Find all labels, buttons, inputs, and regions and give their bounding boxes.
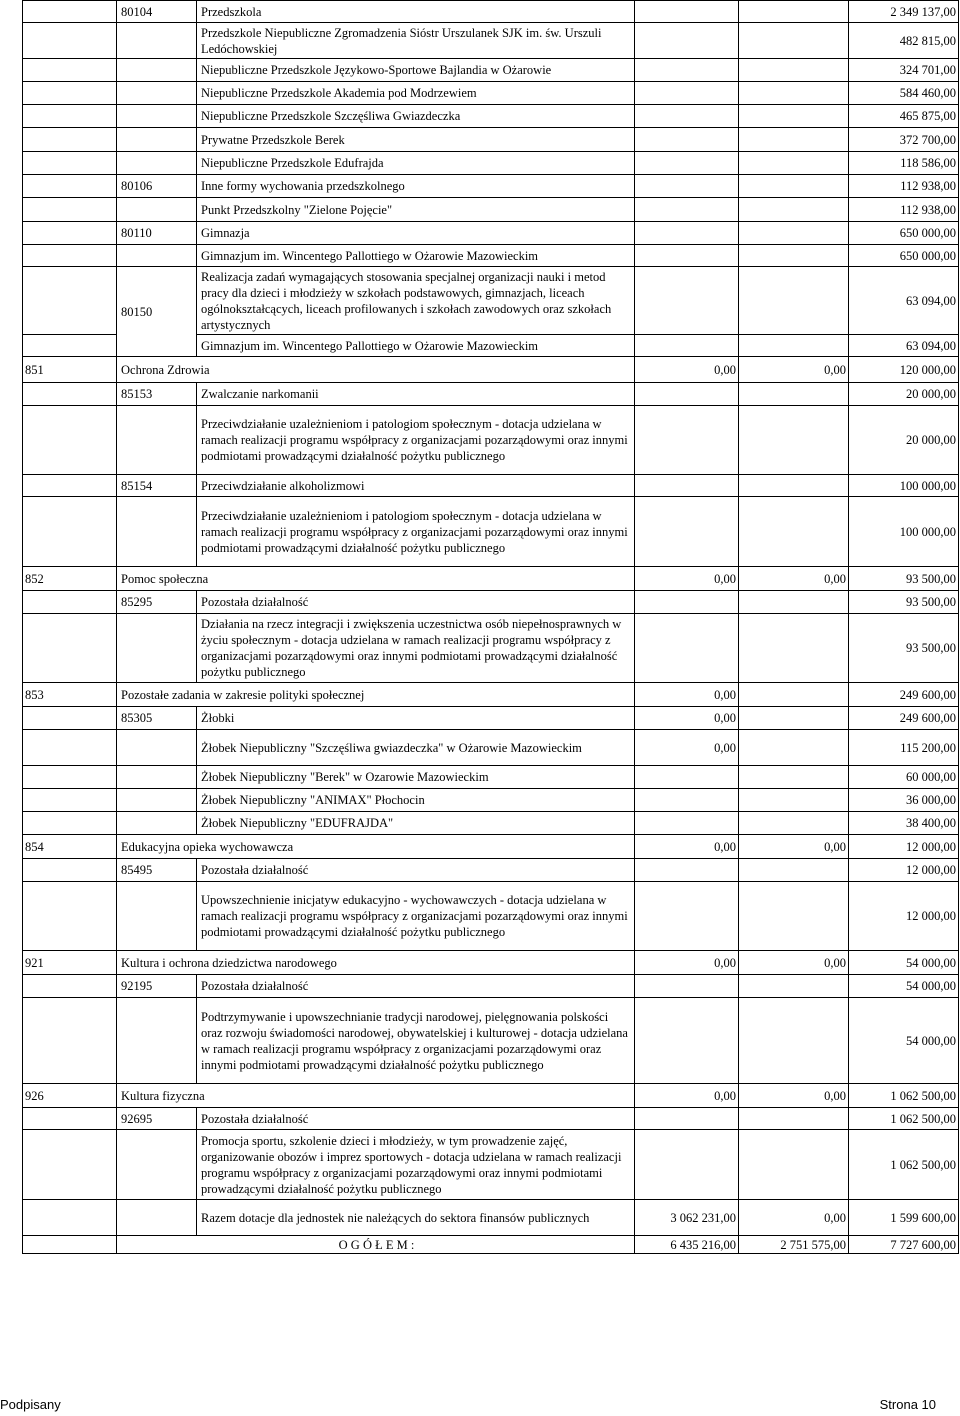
table-row <box>23 789 959 812</box>
empty-dzial-cell <box>23 335 117 357</box>
amount-cell-3: 1 599 600,00 <box>849 1200 959 1236</box>
rozdzial-code-cell: 85295 <box>117 591 197 614</box>
amount-cell-1 <box>635 267 739 335</box>
empty-dzial-cell <box>23 1130 117 1200</box>
amount-cell-2 <box>739 859 849 882</box>
empty-dzial-cell <box>23 198 117 222</box>
empty-dzial-cell <box>23 614 117 683</box>
amount-cell-1: 0,00 <box>635 567 739 591</box>
amount-cell-1 <box>635 591 739 614</box>
amount-cell-3: 650 000,00 <box>849 222 959 245</box>
amount-cell-2 <box>739 23 849 59</box>
table-row <box>23 975 959 998</box>
amount-cell-1 <box>635 497 739 567</box>
table-row <box>23 198 959 222</box>
item-name-cell: Punkt Przedszkolny "Zielone Pojęcie" <box>197 198 635 222</box>
amount-cell-1 <box>635 475 739 497</box>
table-row <box>23 1130 959 1200</box>
table-row <box>23 998 959 1084</box>
rozdzial-code-cell: 80110 <box>117 222 197 245</box>
rozdzial-code-cell: 85495 <box>117 859 197 882</box>
table-row <box>23 175 959 198</box>
amount-cell-3: 2 349 137,00 <box>849 1 959 23</box>
amount-cell-1 <box>635 59 739 82</box>
amount-cell-2 <box>739 82 849 105</box>
amount-cell-3: 60 000,00 <box>849 766 959 789</box>
empty-rozdzial-cell <box>117 23 197 59</box>
amount-cell-2 <box>739 730 849 766</box>
amount-cell-1 <box>635 1 739 23</box>
empty-rozdzial-cell <box>117 789 197 812</box>
amount-cell-1: 0,00 <box>635 683 739 707</box>
empty-dzial-cell <box>23 975 117 998</box>
rozdzial-code-cell: 92195 <box>117 975 197 998</box>
item-name-cell: Żłobek Niepubliczny "Szczęśliwa gwiazdeczka" w Ożarowie Mazowieckim <box>197 730 635 766</box>
amount-cell-3: 63 094,00 <box>849 335 959 357</box>
amount-cell-2: 0,00 <box>739 567 849 591</box>
empty-dzial-cell <box>23 998 117 1084</box>
amount-cell-2 <box>739 383 849 406</box>
table-row <box>23 475 959 497</box>
amount-cell-2 <box>739 105 849 128</box>
table-row <box>23 406 959 475</box>
item-name-cell: Działania na rzecz integracji i zwiększenia uczestnictwa osób niepełnosprawnych w życiu społecznym - dotacja udzielana w ramach realizacji programu współpracy z organizacjami pozarządowymi oraz innymi podmiotami prowadzącymi działalność pożytku publicznego <box>197 614 635 683</box>
amount-cell-2 <box>739 222 849 245</box>
table-row <box>23 683 959 707</box>
amount-cell-3: 93 500,00 <box>849 591 959 614</box>
item-name-cell: Niepubliczne Przedszkole Językowo-Sportowe Bajlandia w Ożarowie <box>197 59 635 82</box>
empty-rozdzial-cell <box>117 998 197 1084</box>
table-row <box>23 497 959 567</box>
amount-cell-1 <box>635 222 739 245</box>
amount-cell-3: 54 000,00 <box>849 951 959 975</box>
amount-cell-3: 482 815,00 <box>849 23 959 59</box>
amount-cell-1 <box>635 1108 739 1130</box>
budget-table-body <box>23 1 959 1254</box>
empty-rozdzial-cell <box>117 812 197 835</box>
dzial-name-cell: Kultura fizyczna <box>117 1084 635 1108</box>
empty-dzial-cell <box>23 766 117 789</box>
amount-cell-3: 12 000,00 <box>849 859 959 882</box>
dzial-name-cell: Pozostałe zadania w zakresie polityki społecznej <box>117 683 635 707</box>
empty-dzial-cell <box>23 1108 117 1130</box>
dzial-code-cell: 921 <box>23 951 117 975</box>
amount-cell-3: 324 701,00 <box>849 59 959 82</box>
amount-cell-1 <box>635 128 739 152</box>
amount-cell-3: 249 600,00 <box>849 683 959 707</box>
amount-cell-1 <box>635 614 739 683</box>
amount-cell-2: 0,00 <box>739 951 849 975</box>
empty-dzial-cell <box>23 730 117 766</box>
table-row <box>23 245 959 267</box>
amount-cell-1 <box>635 23 739 59</box>
rozdzial-name-cell: Pozostała działalność <box>197 1108 635 1130</box>
amount-cell-2 <box>739 245 849 267</box>
empty-dzial-cell <box>23 882 117 951</box>
amount-cell-3: 1 062 500,00 <box>849 1084 959 1108</box>
amount-cell-1 <box>635 766 739 789</box>
amount-cell-1: 0,00 <box>635 730 739 766</box>
item-name-cell: Przeciwdziałanie uzależnieniom i patologiom społecznym - dotacja udzielana w ramach realizacji programu współpracy z organizacjami pozarządowymi oraz innymi podmiotami prowadzącymi działalność pożytku publicznego <box>197 406 635 475</box>
amount-cell-2 <box>739 812 849 835</box>
table-row <box>23 707 959 730</box>
empty-dzial-cell <box>23 497 117 567</box>
dzial-code-cell: 926 <box>23 1084 117 1108</box>
amount-cell-2: 2 751 575,00 <box>739 1236 849 1254</box>
dzial-name-cell: Ochrona Zdrowia <box>117 357 635 383</box>
empty-rozdzial-cell <box>117 1130 197 1200</box>
amount-cell-3: 20 000,00 <box>849 383 959 406</box>
table-row <box>23 882 959 951</box>
amount-cell-1 <box>635 105 739 128</box>
empty-dzial-cell <box>23 245 117 267</box>
amount-cell-1 <box>635 82 739 105</box>
empty-dzial-cell <box>23 383 117 406</box>
amount-cell-1 <box>635 152 739 175</box>
item-name-cell: Niepubliczne Przedszkole Edufrajda <box>197 152 635 175</box>
empty-rozdzial-cell <box>117 198 197 222</box>
amount-cell-3: 650 000,00 <box>849 245 959 267</box>
table-row <box>23 1108 959 1130</box>
table-row <box>23 766 959 789</box>
amount-cell-3: 36 000,00 <box>849 789 959 812</box>
amount-cell-3: 93 500,00 <box>849 614 959 683</box>
empty-rozdzial-cell <box>117 882 197 951</box>
dzial-name-cell: Kultura i ochrona dziedzictwa narodowego <box>117 951 635 975</box>
empty-dzial-cell <box>23 812 117 835</box>
table-row <box>23 128 959 152</box>
amount-cell-2: 0,00 <box>739 357 849 383</box>
amount-cell-1: 0,00 <box>635 835 739 859</box>
amount-cell-1 <box>635 812 739 835</box>
amount-cell-3: 112 938,00 <box>849 175 959 198</box>
table-row <box>23 105 959 128</box>
rozdzial-code-cell: 80150 <box>117 267 197 357</box>
amount-cell-3: 12 000,00 <box>849 835 959 859</box>
amount-cell-2 <box>739 998 849 1084</box>
empty-dzial-cell <box>23 105 117 128</box>
amount-cell-2 <box>739 975 849 998</box>
amount-cell-3: 100 000,00 <box>849 475 959 497</box>
amount-cell-1 <box>635 383 739 406</box>
dzial-code-cell: 854 <box>23 835 117 859</box>
rozdzial-name-cell: Pozostała działalność <box>197 591 635 614</box>
amount-cell-3: 7 727 600,00 <box>849 1236 959 1254</box>
amount-cell-1 <box>635 335 739 357</box>
table-row <box>23 82 959 105</box>
empty-dzial-cell <box>23 789 117 812</box>
amount-cell-3: 20 000,00 <box>849 406 959 475</box>
rozdzial-code-cell: 85153 <box>117 383 197 406</box>
empty-dzial-cell <box>23 1200 117 1236</box>
table-row <box>23 267 959 335</box>
empty-rozdzial-cell <box>117 152 197 175</box>
table-row <box>23 614 959 683</box>
table-row <box>23 1084 959 1108</box>
rozdzial-name-cell: Żłobki <box>197 707 635 730</box>
empty-dzial-cell <box>23 59 117 82</box>
empty-dzial-cell <box>23 128 117 152</box>
item-name-cell: Gimnazjum im. Wincentego Pallottiego w Ożarowie Mazowieckim <box>197 335 635 357</box>
amount-cell-3: 115 200,00 <box>849 730 959 766</box>
empty-rozdzial-cell <box>117 105 197 128</box>
table-row <box>23 567 959 591</box>
empty-dzial-cell <box>23 175 117 198</box>
amount-cell-3: 38 400,00 <box>849 812 959 835</box>
amount-cell-3: 1 062 500,00 <box>849 1108 959 1130</box>
table-row <box>23 1200 959 1236</box>
amount-cell-1: 0,00 <box>635 707 739 730</box>
amount-cell-3: 118 586,00 <box>849 152 959 175</box>
rozdzial-name-cell: Realizacja zadań wymagających stosowania specjalnej organizacji nauki i metod pracy dla dzieci i młodzieży w szkołach podstawowych, gimnazjach, liceach ogólnokształcących, liceach profilowanych i szkołach zawodowych oraz szkołach artystycznych <box>197 267 635 335</box>
empty-dzial-cell <box>23 82 117 105</box>
budget-table-sheet <box>22 0 958 1254</box>
amount-cell-2 <box>739 1108 849 1130</box>
footer-signed-label: Podpisany <box>0 1397 61 1412</box>
dzial-name-cell: Edukacyjna opieka wychowawcza <box>117 835 635 859</box>
rozdzial-name-cell: Pozostała działalność <box>197 975 635 998</box>
amount-cell-3: 54 000,00 <box>849 975 959 998</box>
footer-page-number: Strona 10 <box>879 1397 936 1412</box>
amount-cell-1: 0,00 <box>635 951 739 975</box>
empty-rozdzial-cell <box>117 245 197 267</box>
amount-cell-1 <box>635 175 739 198</box>
dzial-code-cell: 851 <box>23 357 117 383</box>
amount-cell-2 <box>739 128 849 152</box>
empty-dzial-cell <box>23 222 117 245</box>
amount-cell-2 <box>739 198 849 222</box>
empty-rozdzial-cell <box>117 406 197 475</box>
table-row <box>23 152 959 175</box>
amount-cell-3: 63 094,00 <box>849 267 959 335</box>
empty-dzial-cell <box>23 152 117 175</box>
table-row <box>23 23 959 59</box>
empty-rozdzial-cell <box>117 82 197 105</box>
empty-dzial-cell <box>23 406 117 475</box>
item-name-cell: Gimnazjum im. Wincentego Pallottiego w Ożarowie Mazowieckim <box>197 245 635 267</box>
total-label-cell: O G Ó Ł E M : <box>117 1236 635 1254</box>
amount-cell-1: 0,00 <box>635 1084 739 1108</box>
amount-cell-2 <box>739 882 849 951</box>
empty-rozdzial-cell <box>117 766 197 789</box>
rozdzial-name-cell: Inne formy wychowania przedszkolnego <box>197 175 635 198</box>
amount-cell-2 <box>739 497 849 567</box>
item-name-cell: Żłobek Niepubliczny "ANIMAX" Płochocin <box>197 789 635 812</box>
empty-dzial-cell <box>23 1236 117 1254</box>
amount-cell-1: 6 435 216,00 <box>635 1236 739 1254</box>
item-name-cell: Niepubliczne Przedszkole Akademia pod Modrzewiem <box>197 82 635 105</box>
rozdzial-code-cell: 92695 <box>117 1108 197 1130</box>
rozdzial-code-cell: 80104 <box>117 1 197 23</box>
amount-cell-3: 93 500,00 <box>849 567 959 591</box>
empty-dzial-cell <box>23 23 117 59</box>
amount-cell-1: 0,00 <box>635 357 739 383</box>
amount-cell-3: 584 460,00 <box>849 82 959 105</box>
amount-cell-2 <box>739 1130 849 1200</box>
empty-rozdzial-cell <box>117 128 197 152</box>
item-name-cell: Niepubliczne Przedszkole Szczęśliwa Gwiazdeczka <box>197 105 635 128</box>
empty-dzial-cell <box>23 1 117 23</box>
table-row <box>23 859 959 882</box>
rozdzial-code-cell: 85305 <box>117 707 197 730</box>
item-name-cell: Promocja sportu, szkolenie dzieci i młodzieży, w tym prowadzenie zajęć, organizowanie obozów i imprez sportowych - dotacja udzielana w ramach realizacji programu współpracy z organizacjami pozarządowymi oraz innymi podmiotami prowadzącymi działalność pożytku publicznego <box>197 1130 635 1200</box>
amount-cell-1 <box>635 859 739 882</box>
amount-cell-2: 0,00 <box>739 835 849 859</box>
amount-cell-2 <box>739 766 849 789</box>
amount-cell-1 <box>635 406 739 475</box>
dzial-code-cell: 853 <box>23 683 117 707</box>
empty-rozdzial-cell <box>117 59 197 82</box>
amount-cell-2 <box>739 614 849 683</box>
amount-cell-2 <box>739 1 849 23</box>
rozdzial-name-cell: Gimnazja <box>197 222 635 245</box>
amount-cell-2 <box>739 707 849 730</box>
amount-cell-1 <box>635 998 739 1084</box>
amount-cell-2: 0,00 <box>739 1200 849 1236</box>
amount-cell-3: 54 000,00 <box>849 998 959 1084</box>
table-row <box>23 383 959 406</box>
amount-cell-3: 120 000,00 <box>849 357 959 383</box>
amount-cell-1 <box>635 245 739 267</box>
dzial-code-cell: 852 <box>23 567 117 591</box>
amount-cell-2 <box>739 475 849 497</box>
table-row <box>23 591 959 614</box>
empty-dzial-cell <box>23 475 117 497</box>
amount-cell-1 <box>635 1130 739 1200</box>
rozdzial-name-cell: Pozostała działalność <box>197 859 635 882</box>
amount-cell-2 <box>739 335 849 357</box>
item-name-cell: Żłobek Niepubliczny "Berek" w Ozarowie Mazowieckim <box>197 766 635 789</box>
amount-cell-3: 372 700,00 <box>849 128 959 152</box>
table-row <box>23 222 959 245</box>
table-row <box>23 835 959 859</box>
amount-cell-2 <box>739 789 849 812</box>
item-name-cell: Upowszechnienie inicjatyw edukacyjno - wychowawczych - dotacja udzielana w ramach realizacji programu współpracy z organizacjami pozarządowymi oraz innymi podmiotami prowadzącymi działalność pożytku publicznego <box>197 882 635 951</box>
table-row <box>23 1236 959 1254</box>
item-name-cell: Razem dotacje dla jednostek nie należących do sektora finansów publicznych <box>197 1200 635 1236</box>
item-name-cell: Żłobek Niepubliczny "EDUFRAJDA" <box>197 812 635 835</box>
amount-cell-3: 249 600,00 <box>849 707 959 730</box>
table-row <box>23 357 959 383</box>
amount-cell-2 <box>739 591 849 614</box>
item-name-cell: Prywatne Przedszkole Berek <box>197 128 635 152</box>
amount-cell-3: 100 000,00 <box>849 497 959 567</box>
empty-dzial-cell <box>23 267 117 335</box>
amount-cell-1 <box>635 882 739 951</box>
amount-cell-1 <box>635 198 739 222</box>
amount-cell-2 <box>739 267 849 335</box>
empty-rozdzial-cell <box>117 1200 197 1236</box>
rozdzial-name-cell: Przeciwdziałanie alkoholizmowi <box>197 475 635 497</box>
rozdzial-code-cell: 80106 <box>117 175 197 198</box>
amount-cell-1: 3 062 231,00 <box>635 1200 739 1236</box>
budget-table <box>22 0 959 1254</box>
amount-cell-2 <box>739 175 849 198</box>
amount-cell-3: 465 875,00 <box>849 105 959 128</box>
table-row <box>23 1 959 23</box>
empty-dzial-cell <box>23 859 117 882</box>
table-row <box>23 59 959 82</box>
rozdzial-name-cell: Przedszkola <box>197 1 635 23</box>
empty-rozdzial-cell <box>117 730 197 766</box>
amount-cell-2 <box>739 152 849 175</box>
rozdzial-name-cell: Zwalczanie narkomanii <box>197 383 635 406</box>
amount-cell-1 <box>635 975 739 998</box>
amount-cell-2: 0,00 <box>739 1084 849 1108</box>
amount-cell-3: 112 938,00 <box>849 198 959 222</box>
table-row <box>23 812 959 835</box>
item-name-cell: Podtrzymywanie i upowszechnianie tradycji narodowej, pielęgnowania polskości oraz rozwoju świadomości narodowej, obywatelskiej i kulturowej - dotacja udzielana w ramach realizacji programu współpracy z organizacjami pozarządowymi oraz innymi podmiotami prowadzącymi działalność pożytku publicznego <box>197 998 635 1084</box>
item-name-cell: Przedszkole Niepubliczne Zgromadzenia Sióstr Urszulanek SJK im. św. Urszuli Ledóchowskiej <box>197 23 635 59</box>
amount-cell-2 <box>739 59 849 82</box>
item-name-cell: Przeciwdziałanie uzależnieniom i patologiom społecznym - dotacja udzielana w ramach realizacji programu współpracy z organizacjami pozarządowymi oraz innymi podmiotami prowadzącymi działalność pożytku publicznego <box>197 497 635 567</box>
amount-cell-3: 12 000,00 <box>849 882 959 951</box>
table-row <box>23 951 959 975</box>
table-row <box>23 730 959 766</box>
empty-dzial-cell <box>23 591 117 614</box>
amount-cell-2 <box>739 683 849 707</box>
empty-rozdzial-cell <box>117 614 197 683</box>
amount-cell-1 <box>635 789 739 812</box>
dzial-name-cell: Pomoc społeczna <box>117 567 635 591</box>
empty-rozdzial-cell <box>117 497 197 567</box>
rozdzial-code-cell: 85154 <box>117 475 197 497</box>
amount-cell-2 <box>739 406 849 475</box>
empty-dzial-cell <box>23 707 117 730</box>
amount-cell-3: 1 062 500,00 <box>849 1130 959 1200</box>
